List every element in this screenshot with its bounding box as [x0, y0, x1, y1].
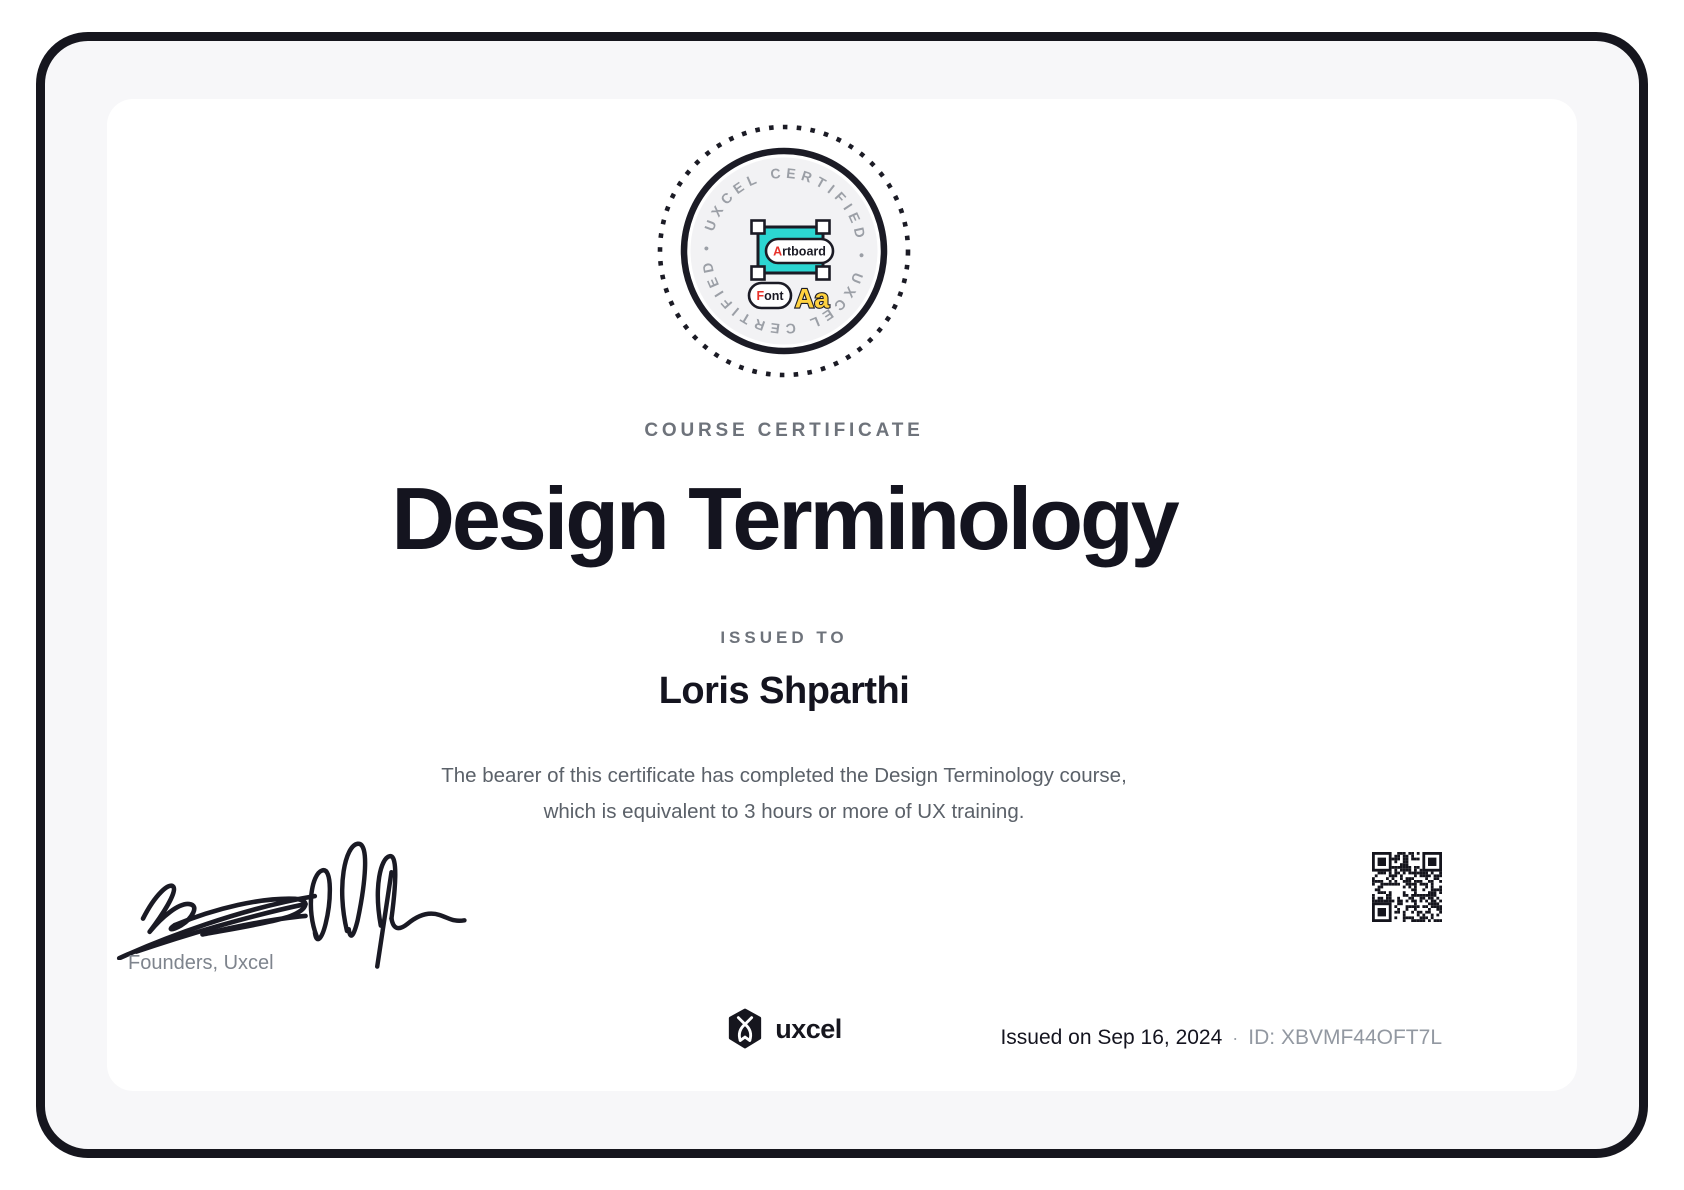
issued-date: Issued on Sep 16, 2024: [1000, 1026, 1223, 1049]
issue-info: [1000, 1026, 1442, 1050]
artboard-illustration-icon: [749, 221, 833, 314]
badge-ring-text: • UXCEL CERTIFIED • UXCEL CERTIFIED: [697, 164, 871, 338]
artboard-label-initial: A: [773, 244, 783, 259]
font-label-initial: F: [756, 289, 765, 303]
signatory-title: Founders, Uxcel: [128, 952, 274, 974]
certificate-kicker: COURSE CERTIFICATE: [644, 420, 924, 441]
font-label-rest: ont: [764, 289, 784, 303]
brand-wordmark: uxcel: [775, 1013, 842, 1044]
type-sample-label: Aa: [794, 283, 830, 314]
svg-text:Artboard: [773, 245, 826, 259]
certificate-description: [82, 758, 1486, 830]
uxcel-certified-badge-icon: [652, 119, 916, 383]
course-title: Design Terminology: [391, 469, 1177, 568]
founder-signature-2: [290, 830, 468, 975]
description-line-1: The bearer of this certificate has completed the Design Terminology course,: [441, 764, 1127, 787]
qr-code: [1372, 852, 1442, 922]
separator-dot: ·: [1232, 1028, 1239, 1048]
issued-to-label: ISSUED TO: [720, 628, 848, 647]
artboard-label-rest: rtboard: [782, 244, 826, 259]
svg-text:Font: [756, 289, 784, 303]
certificate-id: ID: XBVMF44OFT7L: [1248, 1026, 1442, 1049]
description-line-2: which is equivalent to 3 hours or more of UX training.: [543, 800, 1025, 823]
recipient-name: Loris Shparthi: [658, 670, 910, 712]
uxcel-logo-icon: [726, 1008, 764, 1050]
